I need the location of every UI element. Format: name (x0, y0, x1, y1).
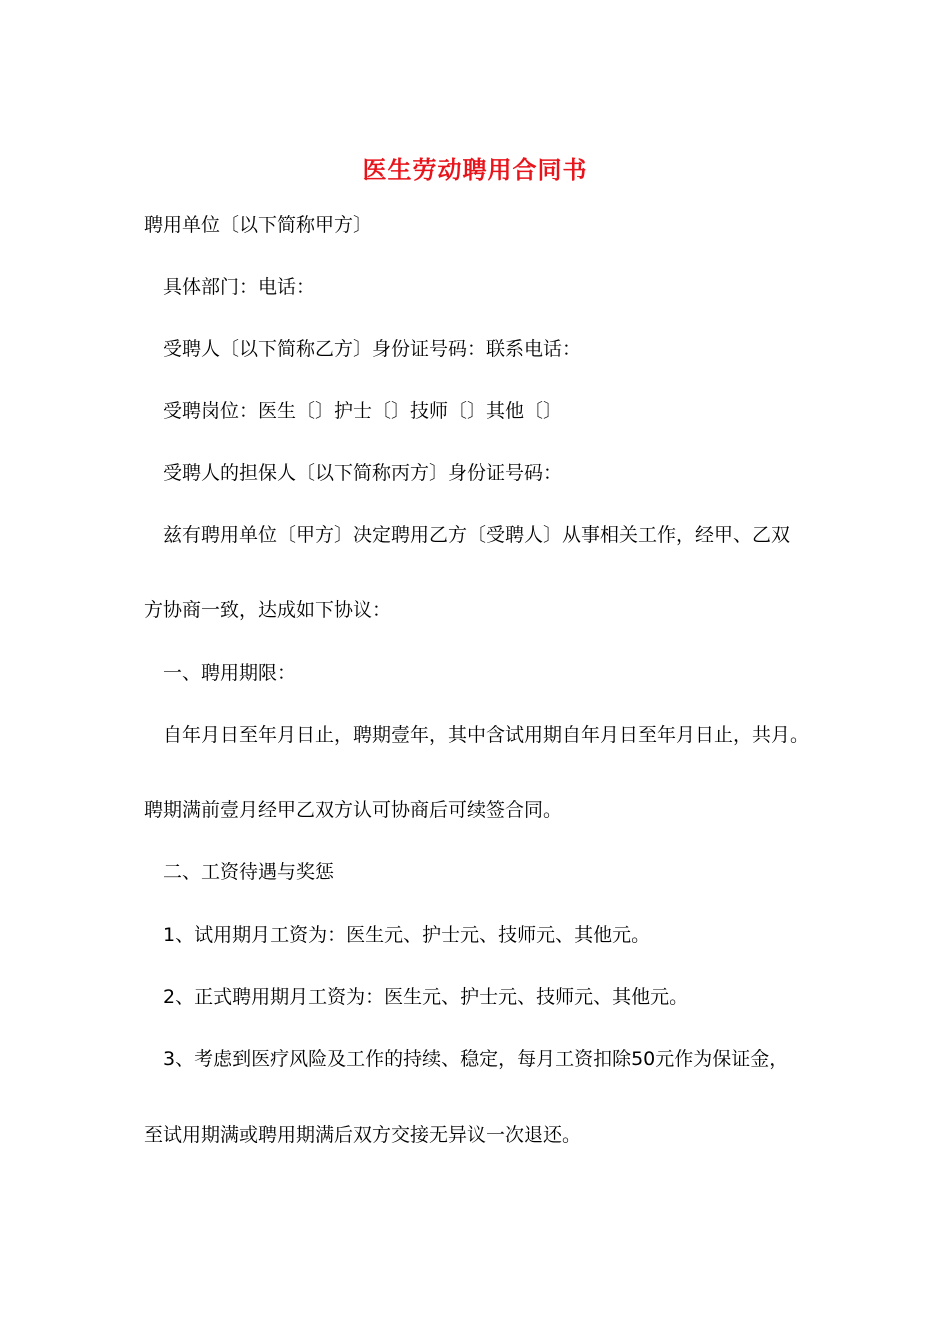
probation-salary-line: 1、试用期月工资为：医生元、护士元、技师元、其他元。 (163, 924, 651, 946)
agreement-intro-cont-line: 方协商一致，达成如下协议： (144, 599, 392, 621)
deposit-refund-line: 至试用期满或聘用期满后双方交接无异议一次退还。 (144, 1124, 582, 1146)
guarantor-line: 受聘人的担保人〔以下简称丙方〕身份证号码： (163, 462, 563, 484)
document-title: 医生劳动聘用合同书 (362, 156, 588, 184)
employee-line: 受聘人〔以下简称乙方〕身份证号码：联系电话： (163, 338, 582, 360)
deposit-line: 3、考虑到医疗风险及工作的持续、稳定，每月工资扣除50元作为保证金， (163, 1048, 789, 1070)
department-phone-line: 具体部门：电话： (163, 276, 316, 298)
formal-salary-line: 2、正式聘用期月工资为：医生元、护士元、技师元、其他元。 (163, 986, 689, 1008)
renewal-line: 聘期满前壹月经甲乙双方认可协商后可续签合同。 (144, 799, 563, 821)
position-line: 受聘岗位：医生〔〕护士〔〕技师〔〕其他〔〕 (163, 400, 563, 422)
section-two-heading: 二、工资待遇与奖惩 (163, 861, 335, 883)
term-line: 自年月日至年月日止，聘期壹年，其中含试用期自年月日至年月日止，共月。 (163, 724, 810, 746)
employer-line: 聘用单位〔以下简称甲方〕 (144, 214, 373, 236)
section-one-heading: 一、聘用期限： (163, 662, 297, 684)
agreement-intro-line: 兹有聘用单位〔甲方〕决定聘用乙方〔受聘人〕从事相关工作，经甲、乙双 (163, 524, 791, 546)
